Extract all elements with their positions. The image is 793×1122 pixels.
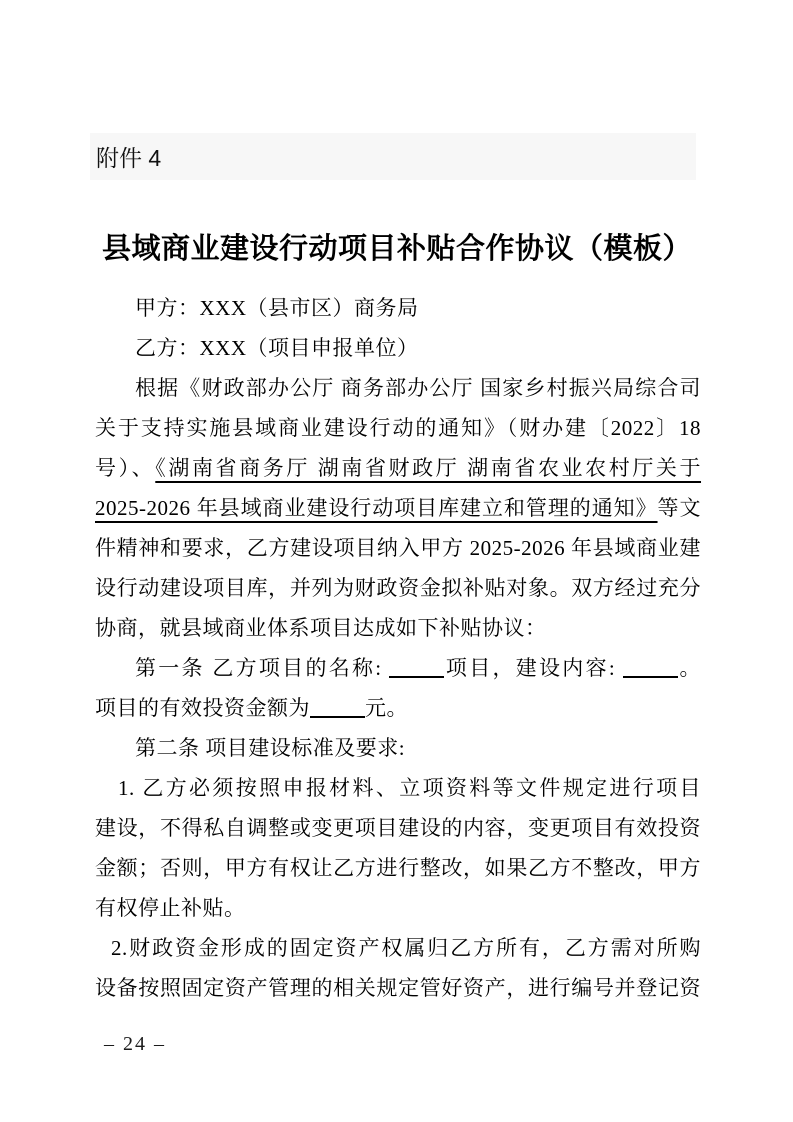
body-line: [95, 528, 701, 568]
page-number: – 24 –: [104, 1033, 166, 1055]
text-run: 设行动建设项目库，并列为财政资金拟补贴对象。双方经过充分: [95, 576, 701, 600]
scan-shade-band: [90, 133, 696, 180]
text-run: 件精神和要求，乙方建设项目纳入甲方 2025-2026 年县域商业建: [95, 536, 701, 560]
text-run: 第二条 项目建设标准及要求:: [135, 736, 406, 760]
body-line-clause-2: [95, 728, 701, 768]
underlined-reference: 2025-2026 年县域商业建设行动项目库建立和管理的通知》: [95, 496, 658, 520]
text-run: 元。: [365, 696, 408, 720]
body-line: [95, 488, 701, 528]
text-run: 金额；否则，甲方有权让乙方进行整改，如果乙方不整改，甲方: [95, 856, 701, 880]
text-run: 乙方：XXX（项目申报单位）: [135, 336, 419, 360]
text-run: 等文: [657, 496, 701, 520]
attachment-label: 附件 4: [96, 145, 162, 171]
body-line: [95, 848, 701, 888]
fill-in-blank: [389, 676, 444, 678]
body-line: [95, 608, 701, 648]
text-run: 设备按照固定资产管理的相关规定管好资产，进行编号并登记资: [95, 976, 701, 1000]
text-run: 建设，不得私自调整或变更项目建设的内容，变更项目有效投资: [95, 816, 701, 840]
fill-in-blank: [310, 716, 365, 718]
body-line-item-1: [95, 768, 701, 808]
text-run: 号）、: [95, 456, 156, 480]
text-run: 第一条 乙方项目的名称:: [135, 656, 390, 680]
party-a-line: [95, 288, 701, 328]
body-line: [95, 808, 701, 848]
document-title: 县域商业建设行动项目补贴合作协议（模板）: [101, 233, 692, 266]
body-line: [95, 448, 701, 488]
text-run: 协商，就县域商业体系项目达成如下补贴协议：: [95, 616, 547, 640]
body-line: [95, 408, 701, 448]
text-run: 项目，建设内容:: [444, 656, 623, 680]
underlined-reference: 《湖南省商务厅 湖南省财政厅 湖南省农业农村厅关于: [155, 456, 702, 480]
text-run: 根据《财政部办公厅 商务部办公厅 国家乡村振兴局综合司: [135, 376, 701, 400]
text-run: 项目的有效投资金额为: [95, 696, 310, 720]
text-run: 关于支持实施县域商业建设行动的通知》（财办建〔2022〕18: [95, 416, 701, 440]
party-b-line: [95, 328, 701, 368]
body-line: [95, 688, 701, 728]
body-line: [95, 568, 701, 608]
text-run: 1. 乙方必须按照申报材料、立项资料等文件规定进行项目: [118, 776, 701, 800]
text-run: 有权停止补贴。: [95, 896, 246, 920]
text-run: 甲方：XXX（县市区）商务局: [135, 296, 419, 320]
text-run: 。: [677, 656, 701, 680]
body-line-clause-1: [95, 648, 701, 688]
document-body: [95, 288, 701, 1008]
fill-in-blank: [623, 676, 678, 678]
body-line: [95, 888, 701, 928]
text-run: 2.财政资金形成的固定资产权属归乙方所有，乙方需对所购: [111, 936, 701, 960]
body-line: [95, 968, 701, 1008]
body-line-item-2: [95, 928, 701, 968]
body-line: [95, 368, 701, 408]
